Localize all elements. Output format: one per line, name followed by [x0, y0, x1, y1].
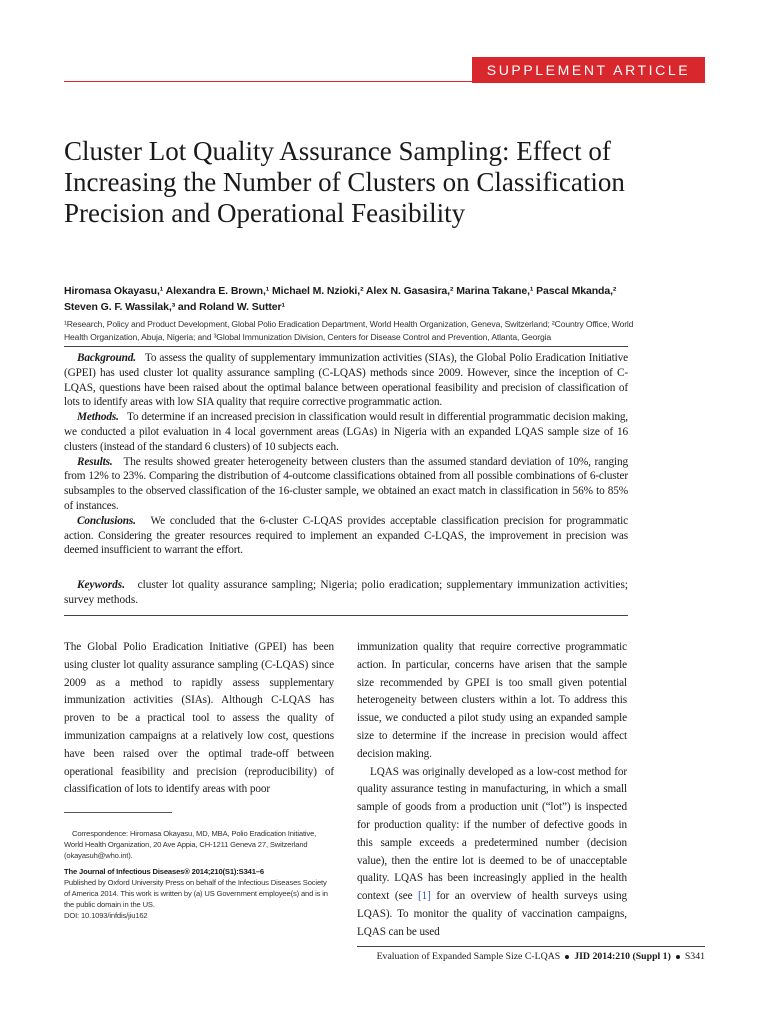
body-column-left	[64, 639, 334, 799]
journal-reference: JID 2014:210 (Suppl 1)	[574, 951, 671, 962]
authors-line-2: Steven G. F. Wassilak,³ and Roland W. Sutter¹	[64, 300, 285, 313]
abstract-results	[64, 455, 628, 514]
abstract-top-rule	[64, 346, 628, 347]
body-column-right	[357, 639, 627, 942]
reference-link-1[interactable]: [1]	[418, 890, 431, 903]
abstract-conclusions	[64, 514, 628, 558]
page-footer	[300, 950, 705, 963]
keywords	[64, 578, 628, 608]
header-rule	[64, 81, 705, 82]
body-paragraph	[357, 764, 627, 942]
footer-rule	[357, 946, 705, 947]
keywords-label: Keywords.	[77, 579, 126, 591]
body-paragraph: The Global Polio Eradication Initiative (GPEI) has been using cluster lot quality assurance sampling (C-LQAS) since 2009 as a method to rapidly assess supplementary immunization activities (SIAs). Although C-LQAS has proven to be a practical tool to assess the quality of immunization campaigns at a relatively low cost, questions have been raised over the optimal trade-off between operational feasibility and precision (reproducibility) of classification of lots to identify areas with poor	[64, 641, 334, 796]
background-label: Background.	[77, 352, 136, 364]
bullet-separator	[676, 955, 680, 959]
correspondence-note: Correspondence: Hiromasa Okayasu, MD, MBA, Polio Eradication Initiative, World Health Organization, 20 Ave Appia, CH-1211 Geneva 27, Switzerland (okayasuh@who.int).	[64, 829, 317, 861]
footnote-rule	[64, 812, 172, 813]
keywords-text: cluster lot quality assurance sampling; Nigeria; polio eradication; supplementary immunization activities; survey methods.	[64, 579, 628, 606]
affiliations: ¹Research, Policy and Product Development, Global Polio Eradication Department, World Health Organization, Geneva, Switzerland; ²Country Office, World Health Organization, Abuja, Nigeria; and ³Global Immunization Division, Centers for Disease Control and Prevention, Atlanta, Georgia	[64, 319, 634, 342]
paragraph-text: LQAS was originally developed as a low-cost method for quality assurance testing in manufacturing, in which a small sample of goods from a production unit (“lot”) is inspected for production quality: if the number of defective goods in this sample exceeds a predetermined number (decision value), then the entire lot is deemed to be of unacceptable quality. LQAS has been increasingly applied in the health context (see	[357, 765, 627, 903]
article-title: Cluster Lot Quality Assurance Sampling: Effect of Increasing the Number of Clusters on Classification Precision and Operational Feasibility	[64, 136, 625, 228]
body-paragraph: immunization quality that require corrective programmatic action. In particular, concerns have arisen that the sample size recommended by GPEI is too small given potential heterogeneity between clusters within a lot. To address this issue, we conducted a pilot study using an expanded sample size to determine if the increase in precision would affect decision making.	[357, 641, 627, 760]
abstract	[64, 351, 628, 558]
results-label: Results.	[77, 455, 113, 468]
publisher-note: Published by Oxford University Press on behalf of the Infectious Diseases Society of America 2014. This work is written by (a) US Government employee(s) and is in the public domain in the US.	[64, 877, 328, 910]
author-list	[64, 284, 644, 315]
results-text: The results showed greater heterogeneity between clusters than the assumed standard deviation of 10%, ranging from 12% to 23%. Comparing the distribution of 4-outcome classifications obtained from all possible combinations of 6-cluster subsamples to the observed classification of the 16-cluster sample, we obtained an exact match in classification in 56% to 85% of instances.	[64, 455, 628, 512]
abstract-methods	[64, 410, 628, 454]
abstract-background	[64, 351, 628, 410]
conclusions-label: Conclusions.	[77, 514, 136, 527]
methods-label: Methods.	[77, 411, 119, 424]
doi: DOI: 10.1093/infdis/jiu162	[64, 911, 148, 921]
paragraph-text: for an overview of health surveys using LQAS). To monitor the quality of vaccination campaigns, LQAS can be used	[357, 890, 628, 938]
bullet-separator	[565, 955, 569, 959]
abstract-bottom-rule	[64, 615, 628, 616]
background-text: To assess the quality of supplementary immunization activities (SIAs), the Global Polio Eradication Initiative (GPEI) has used cluster lot quality assurance sampling (C-LQAS) methods since 2009. However, since the inception of C-LQAS, questions have been raised about the optimal balance between operational feasibility and precision of classification of lots to identify areas with low SIA quality that require corrective programmatic action.	[64, 352, 628, 409]
journal-citation: The Journal of Infectious Diseases® 2014;210(S1):S341–6	[64, 866, 264, 876]
authors-line-1: Hiromasa Okayasu,¹ Alexandra E. Brown,¹ Michael M. Nzioki,² Alex N. Gasasira,² Marina Takane,¹ Pascal Mkanda,²	[64, 285, 617, 297]
footnotes	[64, 828, 334, 922]
article-type-badge: SUPPLEMENT ARTICLE	[472, 57, 705, 83]
conclusions-text: We concluded that the 6-cluster C-LQAS provides acceptable classification precision for programmatic action. Considering the greater resources required to implement an expanded C-LQAS, the improvement in precision was deemed insufficient to warrant the effort.	[64, 514, 628, 557]
running-title: Evaluation of Expanded Sample Size C-LQAS	[376, 951, 561, 962]
methods-text: To determine if an increased precision in classification would result in differential programmatic decision making, we conducted a pilot evaluation in 4 local government areas (LGAs) in Nigeria with an expanded LQAS sample size of 16 clusters (instead of the standard 6 clusters) of 10 subjects each.	[64, 411, 628, 453]
page-number: S341	[684, 951, 705, 962]
